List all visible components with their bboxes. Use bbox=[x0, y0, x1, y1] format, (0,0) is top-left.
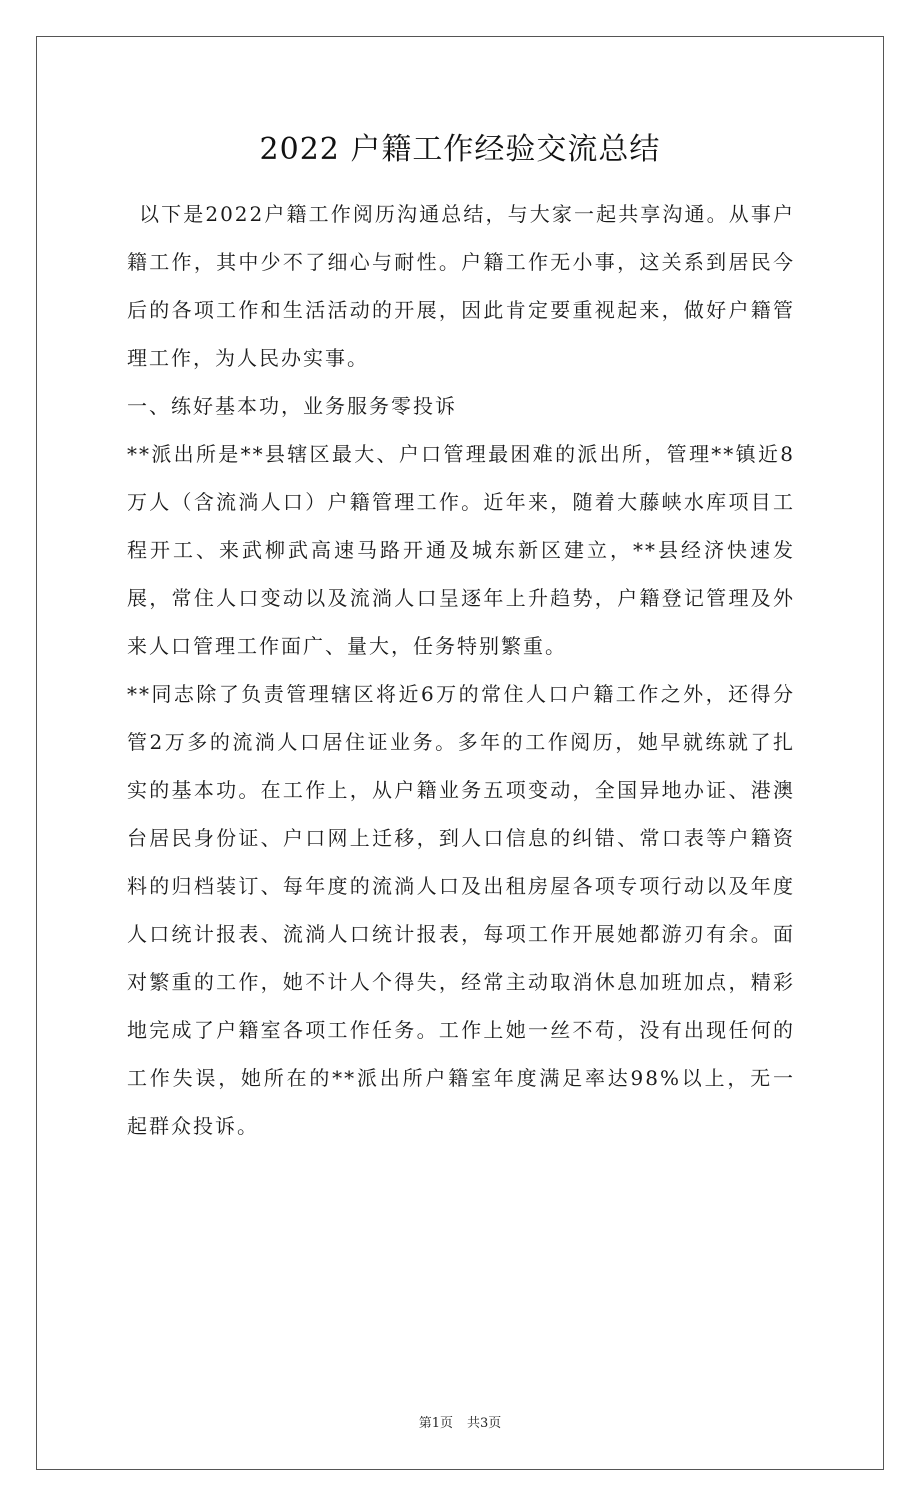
page-total: 共3页 bbox=[467, 1416, 502, 1431]
document-body bbox=[127, 190, 795, 1150]
intro-paragraph: 以下是2022户籍工作阅历沟通总结，与大家一起共享沟通。从事户籍工作，其中少不了细心与耐性。户籍工作无小事，这关系到居民今后的各项工作和生活活动的开展，因此肯定要重视起来，做好户籍管理工作，为人民办实事。 bbox=[127, 202, 795, 370]
document-title: 2022 户籍工作经验交流总结 bbox=[259, 132, 661, 167]
section-heading: 一、练好基本功，业务服务零投诉 bbox=[127, 394, 457, 418]
body-paragraph: **同志除了负责管理辖区将近6万的常住人口户籍工作之外，还得分管2万多的流淌人口居住证业务。多年的工作阅历，她早就练就了扎实的基本功。在工作上，从户籍业务五项变动，全国异地办证、港澳台居民身份证、户口网上迁移，到人口信息的纠错、常口表等户籍资料的归档装订、每年度的流淌人口及出租房屋各项专项行动以及年度人口统计报表、流淌人口统计报表，每项工作开展她都游刃有余。面对繁重的工作，她不计人个得失，经常主动取消休息加班加点，精彩地完成了户籍室各项工作任务。工作上她一丝不苟，没有出现任何的工作失误，她所在的**派出所户籍室年度满足率达98%以上，无一起群众投诉。 bbox=[127, 682, 795, 1138]
page-number: 第1页 bbox=[418, 1416, 453, 1431]
page-footer bbox=[36, 1415, 884, 1433]
body-paragraph: **派出所是**县辖区最大、户口管理最困难的派出所，管理**镇近8万人（含流淌人口）户籍管理工作。近年来，随着大藤峡水库项目工程开工、来武柳武高速马路开通及城东新区建立，**县经济快速发展，常住人口变动以及流淌人口呈逐年上升趋势，户籍登记管理及外来人口管理工作面广、量大，任务特别繁重。 bbox=[127, 442, 795, 658]
